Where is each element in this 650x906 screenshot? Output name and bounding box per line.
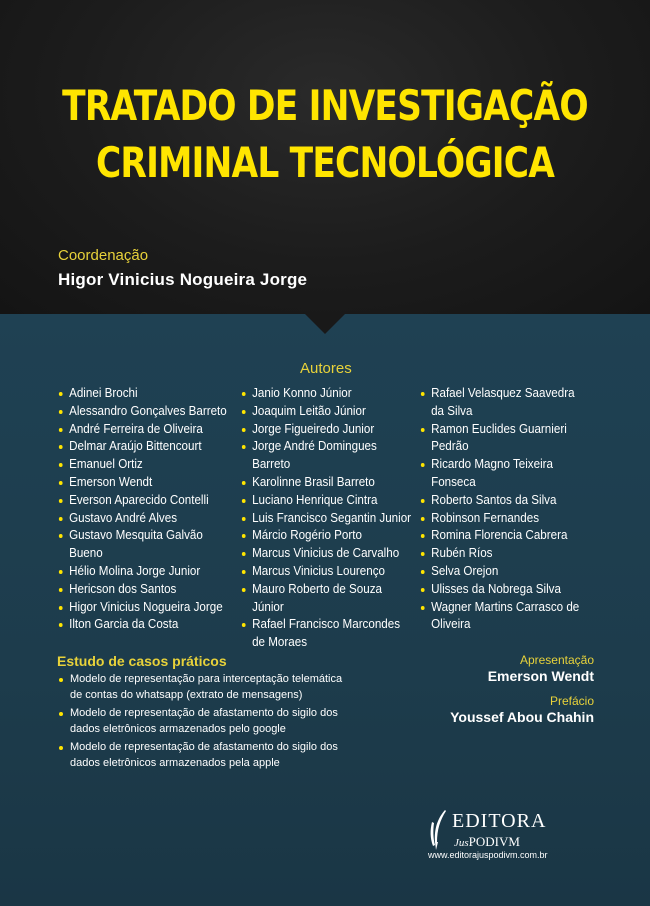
publisher-subname-podivm: PODIVM (468, 834, 520, 849)
author-item: Márcio Rogério Porto (240, 527, 412, 545)
author-item: Ilton Garcia da Costa (57, 616, 234, 634)
case-studies-heading: Estudo de casos práticos (57, 653, 227, 669)
presentation-name: Emerson Wendt (487, 668, 594, 684)
author-item: Selva Orejon (419, 563, 586, 581)
author-item: Jorge Figueiredo Junior (240, 421, 412, 439)
author-item: Joaquim Leitão Júnior (240, 403, 412, 421)
coordinator-name: Higor Vinicius Nogueira Jorge (58, 270, 308, 289)
author-item: Delmar Araújo Bittencourt (57, 438, 234, 456)
publisher-logo (428, 808, 568, 863)
case-study-item: Modelo de representação de afastamento do sigilo dos dados eletrônicos armazenados pela apple (57, 740, 357, 771)
author-item: Jorge André Domingues Barreto (240, 438, 412, 474)
quill-icon (428, 808, 450, 852)
author-item: Karolinne Brasil Barreto (240, 474, 412, 492)
author-item: Ricardo Magno Teixeira Fonseca (419, 456, 586, 492)
preface-label: Prefácio (549, 694, 594, 708)
author-item: Wagner Martins Carrasco de Oliveira (419, 599, 586, 635)
case-studies-list (57, 672, 357, 774)
book-title-line1: TRATADO DE INVESTIGAÇÃO (62, 81, 588, 130)
publisher-name: EDITORA (452, 810, 547, 832)
author-item: Luis Francisco Segantin Junior (240, 510, 412, 528)
book-title-line2: CRIMINAL TECNOLÓGICA (95, 138, 555, 187)
author-item: Mauro Roberto de Souza Júnior (240, 581, 412, 617)
publisher-website: www.editorajuspodivm.com.br (428, 850, 548, 860)
author-item: Marcus Vinicius de Carvalho (240, 545, 412, 563)
presentation-label: Apresentação (519, 653, 594, 667)
author-item: Higor Vinicius Nogueira Jorge (57, 599, 234, 617)
author-item: Ramon Euclides Guarnieri Pedrão (419, 421, 586, 457)
author-item: Robinson Fernandes (419, 510, 586, 528)
authors-heading: Autores (300, 360, 352, 377)
author-item: Gustavo Mesquita Galvão Bueno (57, 527, 234, 563)
author-item: Luciano Henrique Cintra (240, 492, 412, 510)
authors-column-2 (240, 385, 425, 652)
case-study-item: Modelo de representação de afastamento do sigilo dos dados eletrônicos armazenados pelo google (57, 706, 357, 737)
author-item: André Ferreira de Oliveira (57, 421, 234, 439)
author-item: Hélio Molina Jorge Junior (57, 563, 234, 581)
author-item: Alessandro Gonçalves Barreto (57, 403, 234, 421)
author-item: Emanuel Ortiz (57, 456, 234, 474)
author-item: Emerson Wendt (57, 474, 234, 492)
author-item: Ulisses da Nobrega Silva (419, 581, 586, 599)
publisher-subname (454, 834, 520, 850)
author-item: Hericson dos Santos (57, 581, 234, 599)
publisher-subname-jus: Jus (454, 837, 469, 849)
author-item: Roberto Santos da Silva (419, 492, 586, 510)
case-study-item: Modelo de representação para interceptação telemática de contas do whatsapp (extrato de mensagens) (57, 672, 357, 703)
authors-column-3 (419, 385, 599, 634)
panel-notch (303, 312, 347, 334)
author-item: Romina Florencia Cabrera (419, 527, 586, 545)
author-item: Rafael Velasquez Saavedra da Silva (419, 385, 586, 421)
author-item: Janio Konno Júnior (240, 385, 412, 403)
author-item: Rubén Ríos (419, 545, 586, 563)
author-item: Everson Aparecido Contelli (57, 492, 234, 510)
author-item: Rafael Francisco Marcondes de Moraes (240, 616, 412, 652)
author-item: Marcus Vinicius Lourenço (240, 563, 412, 581)
authors-column-1 (57, 385, 247, 634)
author-item: Adinei Brochi (57, 385, 234, 403)
author-item: Gustavo André Alves (57, 510, 234, 528)
coordination-label: Coordenação (58, 247, 149, 264)
preface-name: Youssef Abou Chahin (450, 709, 594, 725)
